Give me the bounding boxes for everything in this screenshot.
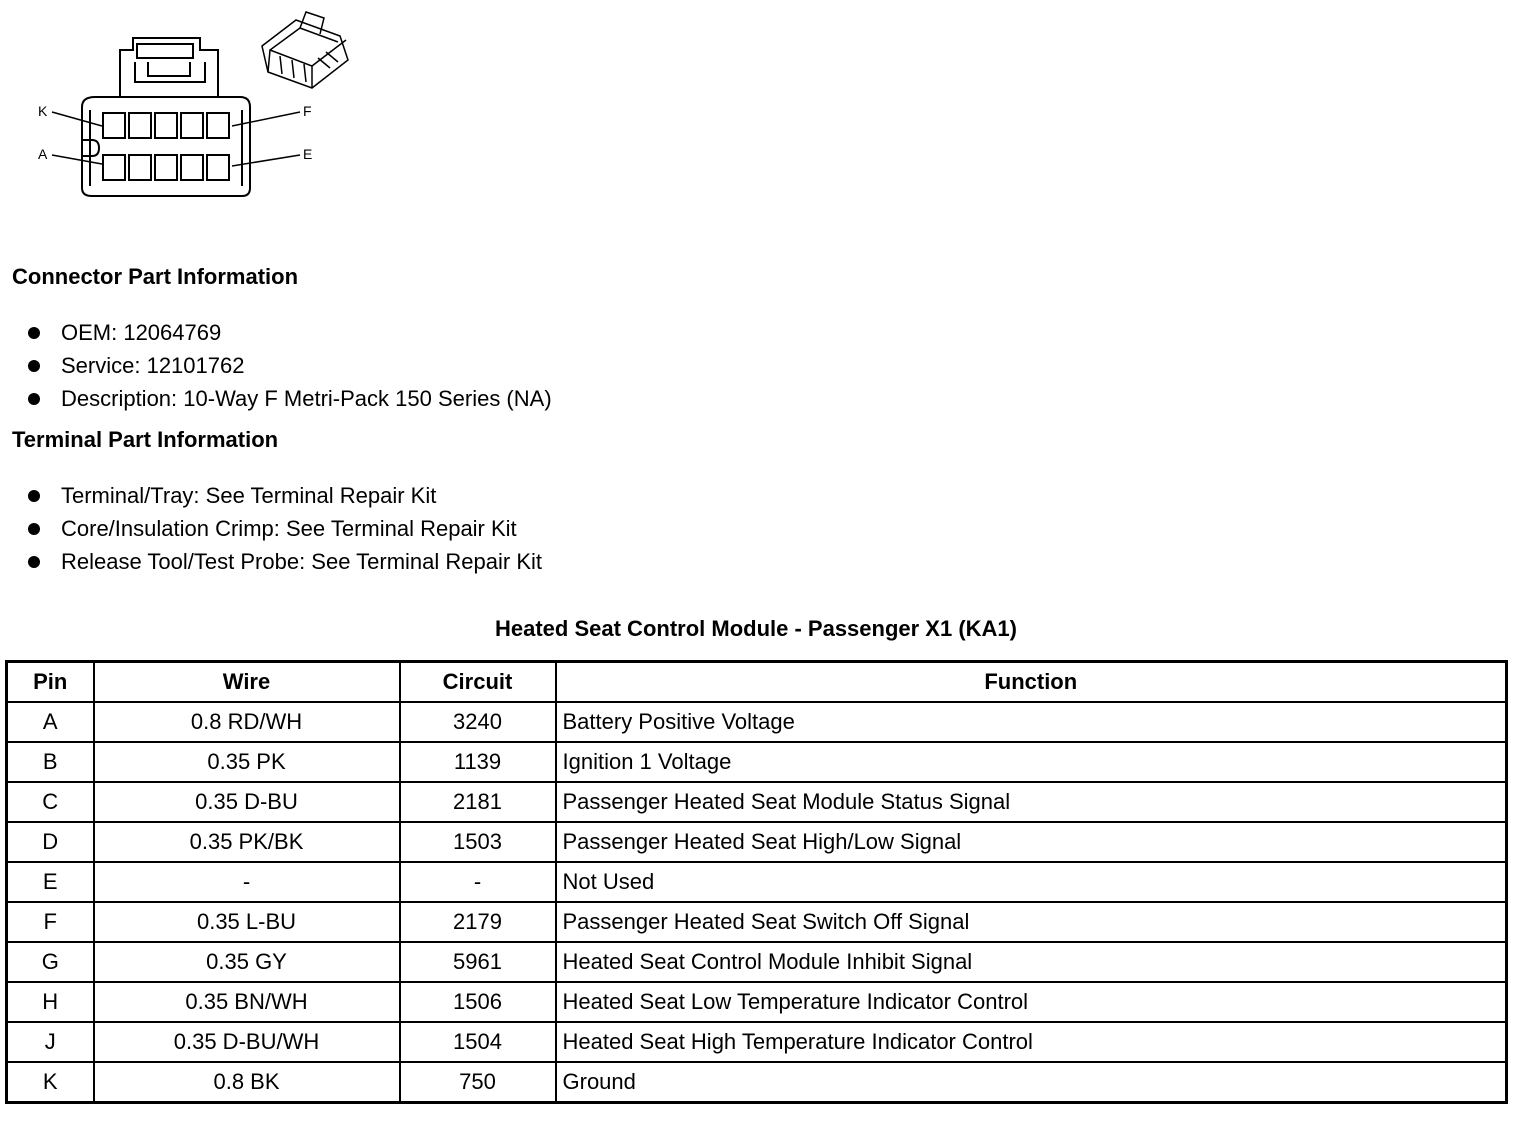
table-header-row [7,662,1507,703]
cell-wire: 0.35 PK/BK [94,822,400,862]
header-pin: Pin [7,662,94,703]
cell-wire: 0.35 PK [94,742,400,782]
list-item: Release Tool/Test Probe: See Terminal Repair Kit [28,545,542,578]
table-row [7,942,1507,982]
cell-function: Passenger Heated Seat Switch Off Signal [556,902,1507,942]
list-item: Core/Insulation Crimp: See Terminal Repair Kit [28,512,542,545]
pin-label-a: A [38,146,48,162]
bullet-icon [28,490,40,502]
cell-function: Heated Seat Control Module Inhibit Signal [556,942,1507,982]
cell-pin: D [7,822,94,862]
connector-diagram [0,0,370,210]
cell-wire: 0.35 BN/WH [94,982,400,1022]
header-circuit: Circuit [400,662,556,703]
bullet-icon [28,393,40,405]
list-item: Service: 12101762 [28,349,552,382]
pin-label-k: K [38,103,48,119]
table-row [7,1022,1507,1062]
cell-function: Passenger Heated Seat High/Low Signal [556,822,1507,862]
terminal-part-list [28,479,542,578]
table-row [7,702,1507,742]
cell-pin: H [7,982,94,1022]
cell-function: Battery Positive Voltage [556,702,1507,742]
cell-pin: G [7,942,94,982]
cell-function: Not Used [556,862,1507,902]
cell-wire: 0.35 L-BU [94,902,400,942]
bullet-icon [28,327,40,339]
cell-pin: A [7,702,94,742]
table-row [7,822,1507,862]
table-row [7,1062,1507,1103]
list-item: Terminal/Tray: See Terminal Repair Kit [28,479,542,512]
cell-function: Heated Seat High Temperature Indicator Control [556,1022,1507,1062]
connector-part-list [28,316,552,415]
cell-circuit: 750 [400,1062,556,1103]
pin-label-f: F [303,103,312,119]
table-row [7,782,1507,822]
cell-pin: F [7,902,94,942]
table-row [7,742,1507,782]
bullet-icon [28,360,40,372]
pin-label-e: E [303,146,313,162]
cell-circuit: 2181 [400,782,556,822]
cell-wire: 0.35 GY [94,942,400,982]
cell-circuit: 2179 [400,902,556,942]
table-row [7,982,1507,1022]
table-row [7,862,1507,902]
terminal-part-heading: Terminal Part Information [12,427,279,452]
pinout-table [5,660,1508,1104]
cell-circuit: 3240 [400,702,556,742]
connector-part-heading: Connector Part Information [12,264,299,289]
cell-circuit: - [400,862,556,902]
cell-function: Heated Seat Low Temperature Indicator Control [556,982,1507,1022]
cell-function: Ignition 1 Voltage [556,742,1507,782]
table-title: Heated Seat Control Module - Passenger X1 (KA1) [495,616,1017,641]
cell-pin: C [7,782,94,822]
cell-pin: J [7,1022,94,1062]
cell-pin: B [7,742,94,782]
bullet-icon [28,523,40,535]
cell-wire: 0.35 D-BU [94,782,400,822]
bullet-icon [28,556,40,568]
cell-wire: - [94,862,400,902]
list-item: Description: 10-Way F Metri-Pack 150 Series (NA) [28,382,552,415]
cell-wire: 0.8 BK [94,1062,400,1103]
table-row [7,902,1507,942]
cell-pin: K [7,1062,94,1103]
cell-circuit: 1506 [400,982,556,1022]
cell-circuit: 1504 [400,1022,556,1062]
header-wire: Wire [94,662,400,703]
cell-pin: E [7,862,94,902]
header-function: Function [556,662,1507,703]
cell-circuit: 5961 [400,942,556,982]
list-item: OEM: 12064769 [28,316,552,349]
cell-circuit: 1503 [400,822,556,862]
cell-wire: 0.35 D-BU/WH [94,1022,400,1062]
cell-function: Ground [556,1062,1507,1103]
cell-function: Passenger Heated Seat Module Status Signal [556,782,1507,822]
cell-wire: 0.8 RD/WH [94,702,400,742]
cell-circuit: 1139 [400,742,556,782]
